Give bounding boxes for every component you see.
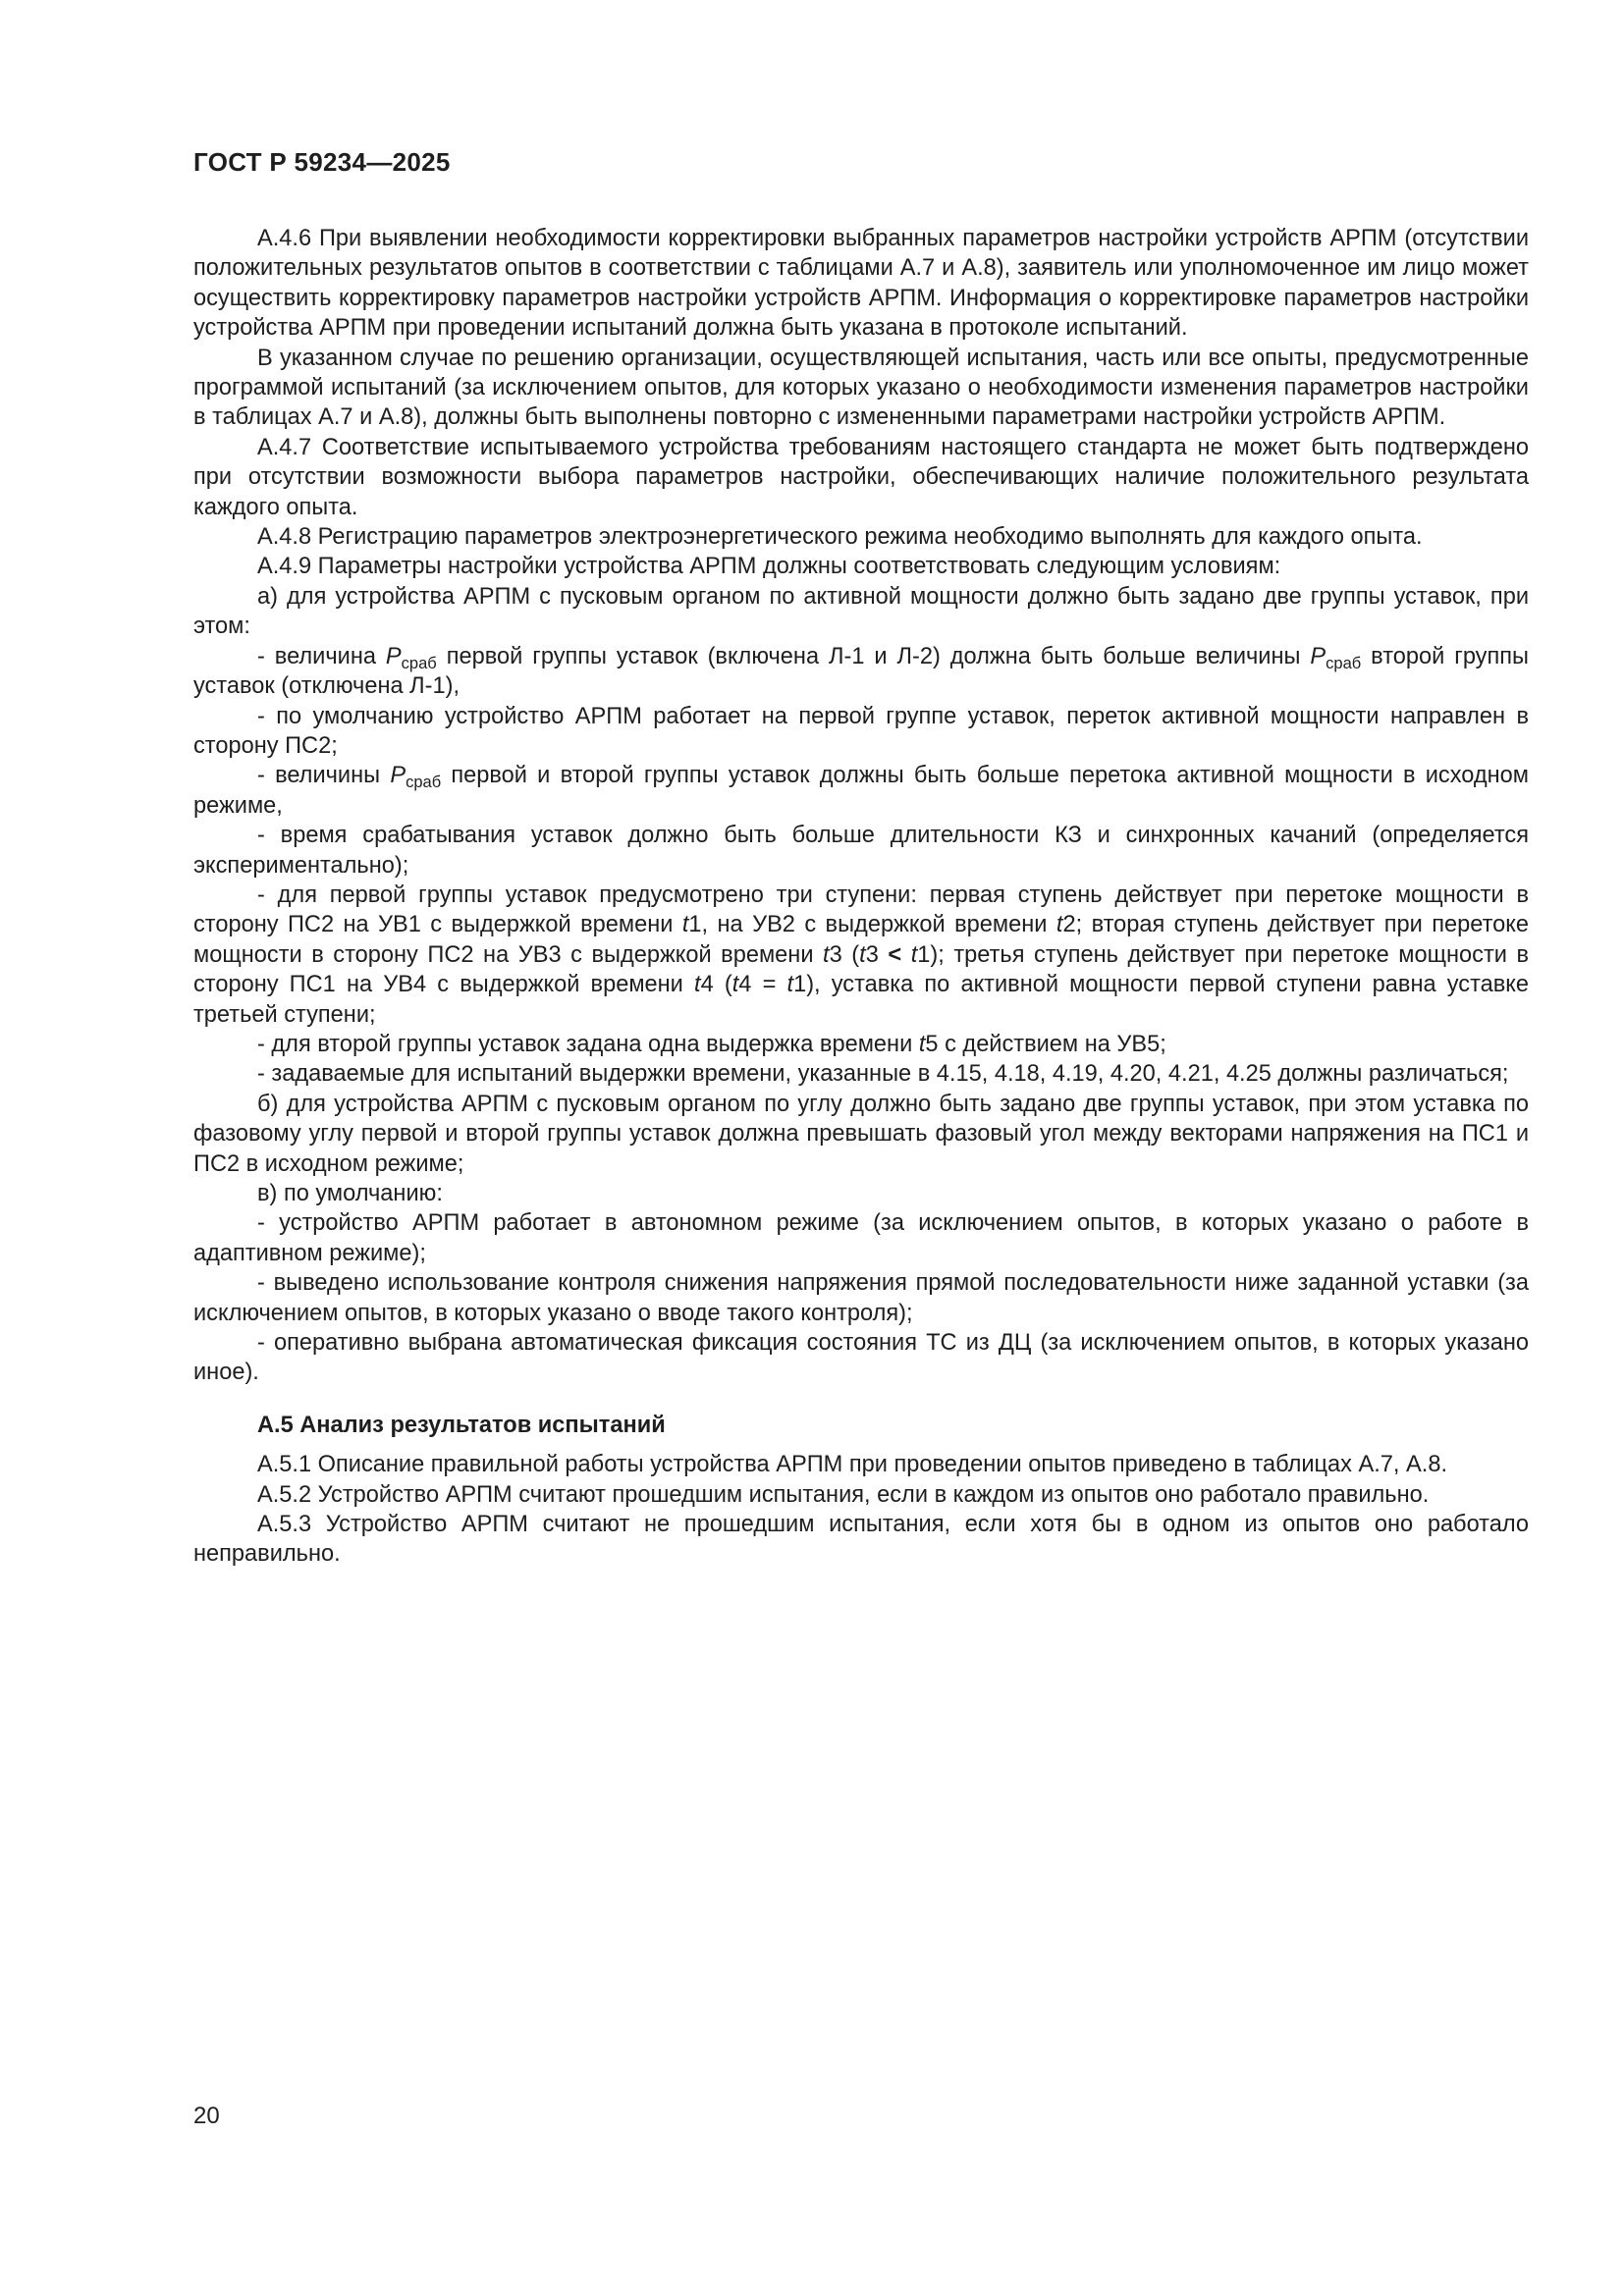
paragraph-a49-v: в) по умолчанию: — [257, 1181, 443, 1206]
paragraph-a52: А.5.2 Устройство АРПМ считают прошедшим испытания, если в каждом из опытов оно работало правильно. — [257, 1481, 1430, 1508]
page-number: 20 — [193, 2103, 220, 2129]
paragraph-voltage-control: - выведено использование контроля снижения напряжения прямой последовательности ниже заданной уставки (за исключением опытов, в которых указано о вводе такого контроля); — [193, 1270, 1529, 1326]
paragraph-a53: А.5.3 Устройство АРПМ считают не прошедшим испытания, если хотя бы в одном из опытов оно работало неправильно. — [193, 1512, 1529, 1568]
paragraph-a46: А.4.6 При выявлении необходимости корректировки выбранных параметров настройки устройств АРПМ (отсутствии положительных результатов опытов в соответствии с таблицами А.7 и А.8), заявитель или уполномоченное им лицо может осуществить корректировку параметров настройки устройств АРПМ. Информация о корректировке параметров настройки устройства АРПМ при проведении испытаний должна быть указана в протоколе испытаний. — [193, 226, 1529, 342]
document-header: ГОСТ Р 59234—2025 — [193, 147, 451, 177]
paragraph-default-group: - по умолчанию устройство АРПМ работает на первой группе уставок, переток активной мощности направлен в сторону ПС2; — [193, 703, 1529, 759]
paragraph-a51: А.5.1 Описание правильной работы устройства АРПМ при проведении опытов приведено в таблицах А.7, А.8. — [257, 1452, 1448, 1478]
section-heading-a5: А.5 Анализ результатов испытаний — [257, 1412, 666, 1438]
paragraph-a48: А.4.8 Регистрацию параметров электроэнергетического режима необходимо выполнять для каждого опыта. — [257, 524, 1423, 551]
document-body — [193, 224, 1529, 1570]
paragraph-second-group: - для второй группы уставок задана одна выдержка времени t5 с действием на УВ5; — [257, 1031, 1166, 1057]
paragraph-autonomous: - устройство АРПМ работает в автономном режиме (за исключением опытов, в которых указано о работе в адаптивном режиме); — [193, 1210, 1529, 1266]
paragraph-a49: А.4.9 Параметры настройки устройства АРПМ должны соответствовать следующим условиям: — [257, 554, 1281, 580]
paragraph-trip-time: - время срабатывания уставок должно быть больше длительности КЗ и синхронных качаний (определяется экспериментально); — [193, 823, 1529, 879]
paragraph-a49-b: б) для устройства АРПМ с пусковым органом по углу должно быть задано две группы уставок, при этом уставка по фазовому углу первой и второй группы уставок должна превышать фазовый угол между векторами напряжения на ПС1 и ПС2 в исходном режиме; — [193, 1091, 1529, 1177]
paragraph-time-delays: - задаваемые для испытаний выдержки времени, указанные в 4.15, 4.18, 4.19, 4.20, 4.21, 4.25 должны различаться; — [257, 1061, 1509, 1088]
paragraph-three-stages: - для первой группы уставок предусмотрено три ступени: первая ступень действует при перетоке мощности в сторону ПС2 на УВ1 с выдержкой времени t1, на УВ2 с выдержкой времени t2; вторая ступень действует при перетоке мощности в сторону ПС2 на УВ3 с выдержкой времени t3 (t3 < t1); третья ступень действует при перетоке мощности в сторону ПС1 на УВ4 с выдержкой времени t4 (t4 = t1), уставка по активной мощности первой ступени равна уставке третьей ступени; — [193, 881, 1530, 1028]
paragraph-a49-a: а) для устройства АРПМ с пусковым органом по активной мощности должно быть задано две группы уставок, при этом: — [193, 583, 1529, 640]
paragraph-a47: А.4.7 Соответствие испытываемого устройства требованиям настоящего стандарта не может быть подтверждено при отсутствии возможности выбора параметров настройки, обеспечивающих наличие положительного результата каждого опыта. — [193, 434, 1529, 520]
paragraph-psrab-flow: - величины $P_{сраб}$ первой и второй группы уставок должны быть больше перетока активной мощности в исходном режиме, — [193, 763, 1530, 819]
paragraph-a46-cont: В указанном случае по решению организации, осуществляющей испытания, часть или все опыты, предусмотренные программой испытаний (за исключением опытов, для которых указано о необходимости изменения параметров настройки в таблицах А.7 и А.8), должны быть выполнены повторно с измененными параметрами настройки устройств АРПМ. — [193, 345, 1529, 431]
paragraph-psrab-groups: - величина $P_{сраб}$ первой группы уставок (включена Л-1 и Л-2) должна быть больше величины $P_{сраб}$ второй группы уставок (отключена Л-1), — [193, 643, 1529, 700]
paragraph-ts-fixation: - оперативно выбрана автоматическая фиксация состояния ТС из ДЦ (за исключением опытов, в которых указано иное). — [193, 1330, 1529, 1386]
